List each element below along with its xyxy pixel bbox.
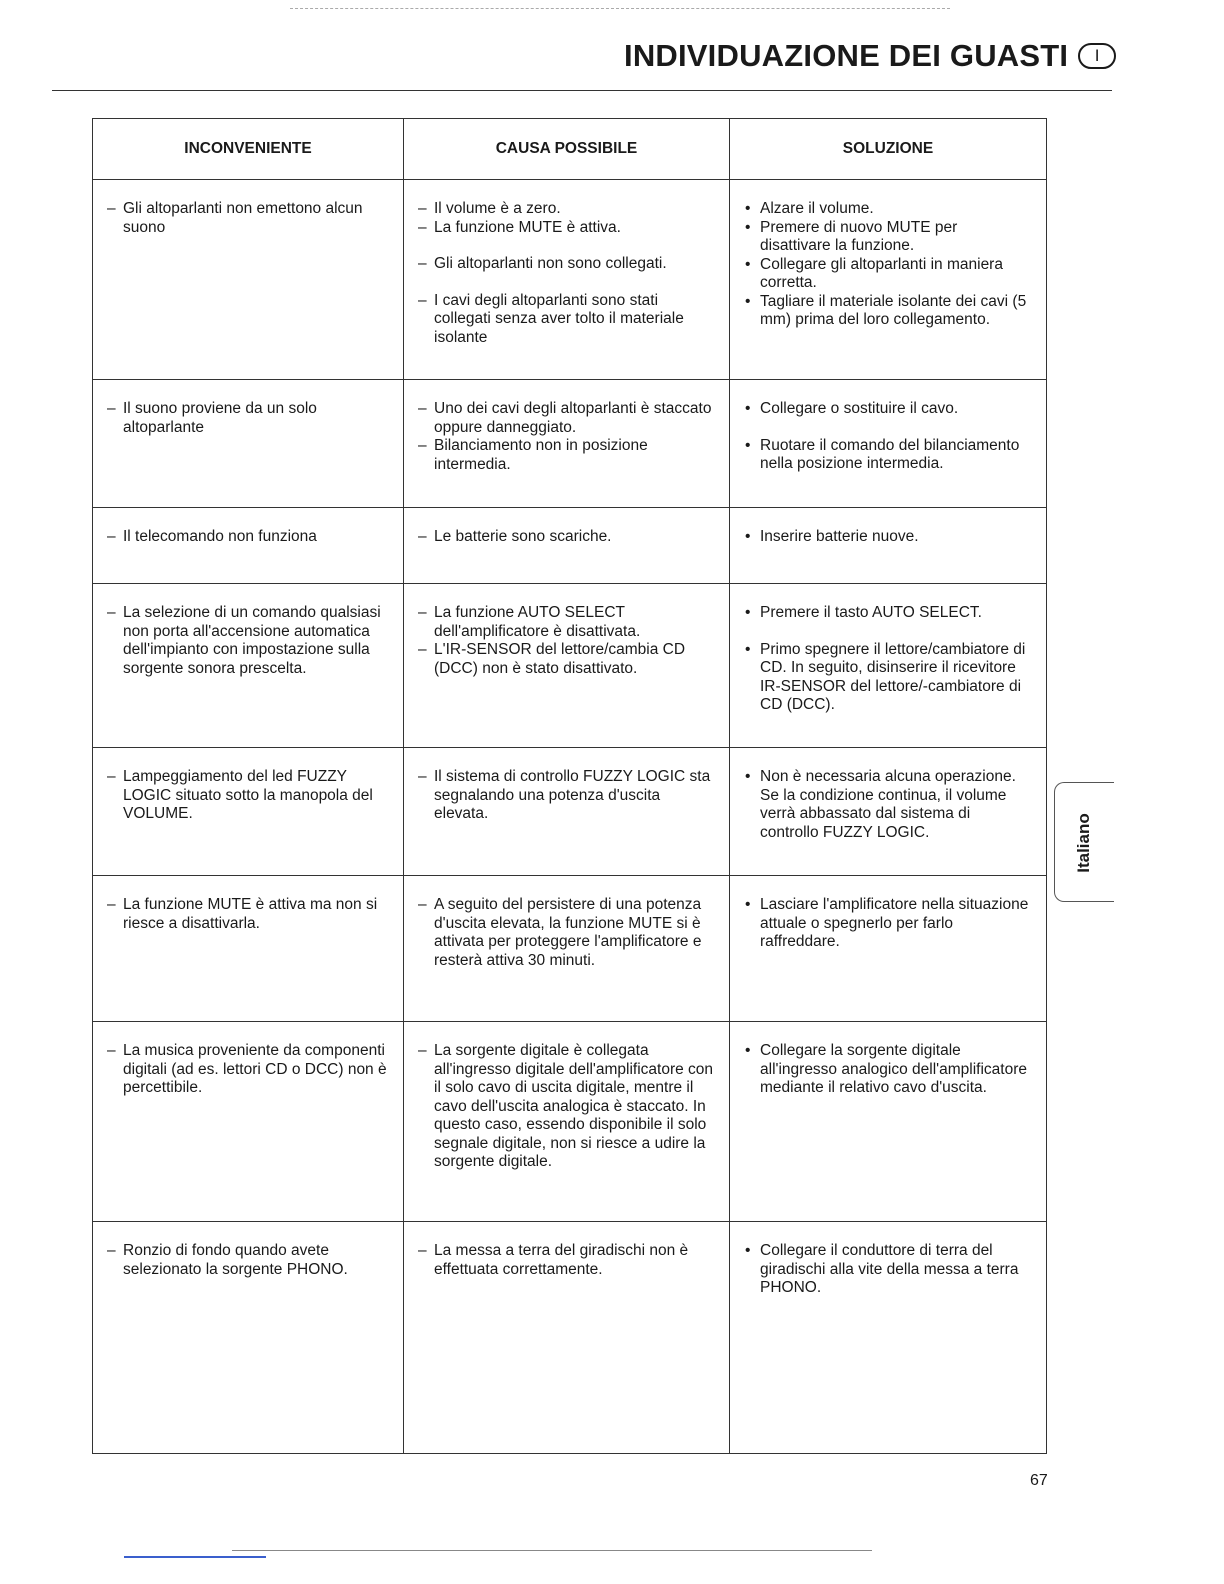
- problem-cell: [93, 876, 404, 1022]
- cause-item: – La funzione AUTO SELECT dell'amplificatore è disattivata.: [418, 604, 715, 641]
- problem-text: – La funzione MUTE è attiva ma non si riesce a disattivarla.: [107, 896, 389, 933]
- solution-item: • Collegare il conduttore di terra del giradischi alla vite della messa a terra PHONO.: [744, 1242, 1032, 1298]
- solution-cell: [730, 380, 1047, 508]
- solution-item: • Collegare gli altoparlanti in maniera corretta.: [744, 256, 1032, 293]
- problem-cell: [93, 1022, 404, 1222]
- language-badge: I: [1078, 43, 1116, 69]
- page-title: [624, 38, 1116, 74]
- solution-cell: [730, 748, 1047, 876]
- solution-cell: [730, 1022, 1047, 1222]
- table-row: [93, 508, 1047, 584]
- problem-text: – Gli altoparlanti non emettono alcun suono: [107, 200, 389, 237]
- problem-text: – Il suono proviene da un solo altoparlante: [107, 400, 389, 437]
- cause-cell: [404, 1222, 730, 1454]
- cause-cell: [404, 508, 730, 584]
- table-header-row: [93, 119, 1047, 180]
- problem-cell: [93, 584, 404, 748]
- bottom-rule: [232, 1550, 872, 1551]
- solution-cell: [730, 584, 1047, 748]
- solution-item: • Primo spegnere il lettore/cambiatore di CD. In seguito, disinserire il ricevitore IR-SENSOR del lettore/-cambiatore di CD (DCC).: [744, 641, 1032, 715]
- problem-cell: [93, 180, 404, 380]
- problem-cell: [93, 508, 404, 584]
- problem-text: – Ronzio di fondo quando avete selezionato la sorgente PHONO.: [107, 1242, 389, 1279]
- problem-cell: [93, 1222, 404, 1454]
- cause-cell: [404, 748, 730, 876]
- cause-cell: [404, 876, 730, 1022]
- problem-cell: [93, 748, 404, 876]
- solution-item: • Ruotare il comando del bilanciamento nella posizione intermedia.: [744, 437, 1032, 474]
- solution-item: • Premere il tasto AUTO SELECT.: [744, 604, 1032, 623]
- solution-cell: [730, 1222, 1047, 1454]
- cause-item: – I cavi degli altoparlanti sono stati collegati senza aver tolto il materiale isolante: [418, 292, 715, 348]
- cause-cell: [404, 584, 730, 748]
- table-row: [93, 1022, 1047, 1222]
- solution-item: • Collegare o sostituire il cavo.: [744, 400, 1032, 419]
- problem-text: – Lampeggiamento del led FUZZY LOGIC situato sotto la manopola del VOLUME.: [107, 768, 389, 824]
- column-header-problem: INCONVENIENTE: [93, 119, 404, 180]
- table-row: [93, 180, 1047, 380]
- problem-text: – Il telecomando non funziona: [107, 528, 389, 547]
- cause-cell: [404, 180, 730, 380]
- cause-cell: [404, 1022, 730, 1222]
- solution-cell: [730, 180, 1047, 380]
- column-header-cause: CAUSA POSSIBILE: [404, 119, 730, 180]
- solution-cell: [730, 508, 1047, 584]
- cause-item: – Il volume è a zero.: [418, 200, 715, 219]
- top-scan-artifact: [290, 8, 950, 9]
- solution-item: • Collegare la sorgente digitale all'ingresso analogico dell'amplificatore mediante il relativo cavo d'uscita.: [744, 1042, 1032, 1098]
- table-row: [93, 876, 1047, 1022]
- cause-item: – Bilanciamento non in posizione intermedia.: [418, 437, 715, 474]
- cause-item: – La sorgente digitale è collegata all'ingresso digitale dell'amplificatore con il solo cavo di uscita digitale, mentre il cavo dell'uscita analogica è staccato. In questo caso, essendo disponibile il solo segnale digitale, non si riesce a udire la sorgente digitale.: [418, 1042, 715, 1172]
- cause-item: – Uno dei cavi degli altoparlanti è staccato oppure danneggiato.: [418, 400, 715, 437]
- solution-item: • Inserire batterie nuove.: [744, 528, 1032, 547]
- cause-item: – La messa a terra del giradischi non è effettuata correttamente.: [418, 1242, 715, 1279]
- problem-text: – La selezione di un comando qualsiasi non porta all'accensione automatica dell'impianto con impostazione sulla sorgente sonora prescelta.: [107, 604, 389, 678]
- cause-cell: [404, 380, 730, 508]
- page-number: 67: [1030, 1472, 1048, 1489]
- page-title-text: INDIVIDUAZIONE DEI GUASTI: [624, 38, 1069, 73]
- troubleshooting-table: [92, 118, 1047, 1454]
- cause-item: – L'IR-SENSOR del lettore/cambia CD (DCC) non è stato disattivato.: [418, 641, 715, 678]
- table-row: [93, 380, 1047, 508]
- bottom-link-underline: [124, 1556, 266, 1558]
- solution-item: • Alzare il volume.: [744, 200, 1032, 219]
- cause-item: – Il sistema di controllo FUZZY LOGIC sta segnalando una potenza d'uscita elevata.: [418, 768, 715, 824]
- solution-item: • Non è necessaria alcuna operazione. Se la condizione continua, il volume verrà abbassato dal sistema di controllo FUZZY LOGIC.: [744, 768, 1032, 842]
- cause-item: – A seguito del persistere di una potenza d'uscita elevata, la funzione MUTE si è attivata per proteggere l'amplificatore e resterà attiva 30 minuti.: [418, 896, 715, 970]
- solution-item: • Lasciare l'amplificatore nella situazione attuale o spegnerlo per farlo raffreddare.: [744, 896, 1032, 952]
- cause-item: – Gli altoparlanti non sono collegati.: [418, 255, 715, 274]
- table-row: [93, 584, 1047, 748]
- problem-cell: [93, 380, 404, 508]
- header-rule: [52, 90, 1112, 91]
- cause-item: – La funzione MUTE è attiva.: [418, 219, 715, 238]
- solution-item: • Premere di nuovo MUTE per disattivare la funzione.: [744, 219, 1032, 256]
- table-row: [93, 1222, 1047, 1454]
- side-tab-label: Italiano: [1074, 813, 1093, 873]
- solution-item: • Tagliare il materiale isolante dei cavi (5 mm) prima del loro collegamento.: [744, 293, 1032, 330]
- table-row: [93, 748, 1047, 876]
- cause-item: – Le batterie sono scariche.: [418, 528, 715, 547]
- column-header-solution: SOLUZIONE: [730, 119, 1047, 180]
- problem-text: – La musica proveniente da componenti digitali (ad es. lettori CD o DCC) non è percettibile.: [107, 1042, 389, 1098]
- language-side-tab: [1054, 782, 1114, 902]
- solution-cell: [730, 876, 1047, 1022]
